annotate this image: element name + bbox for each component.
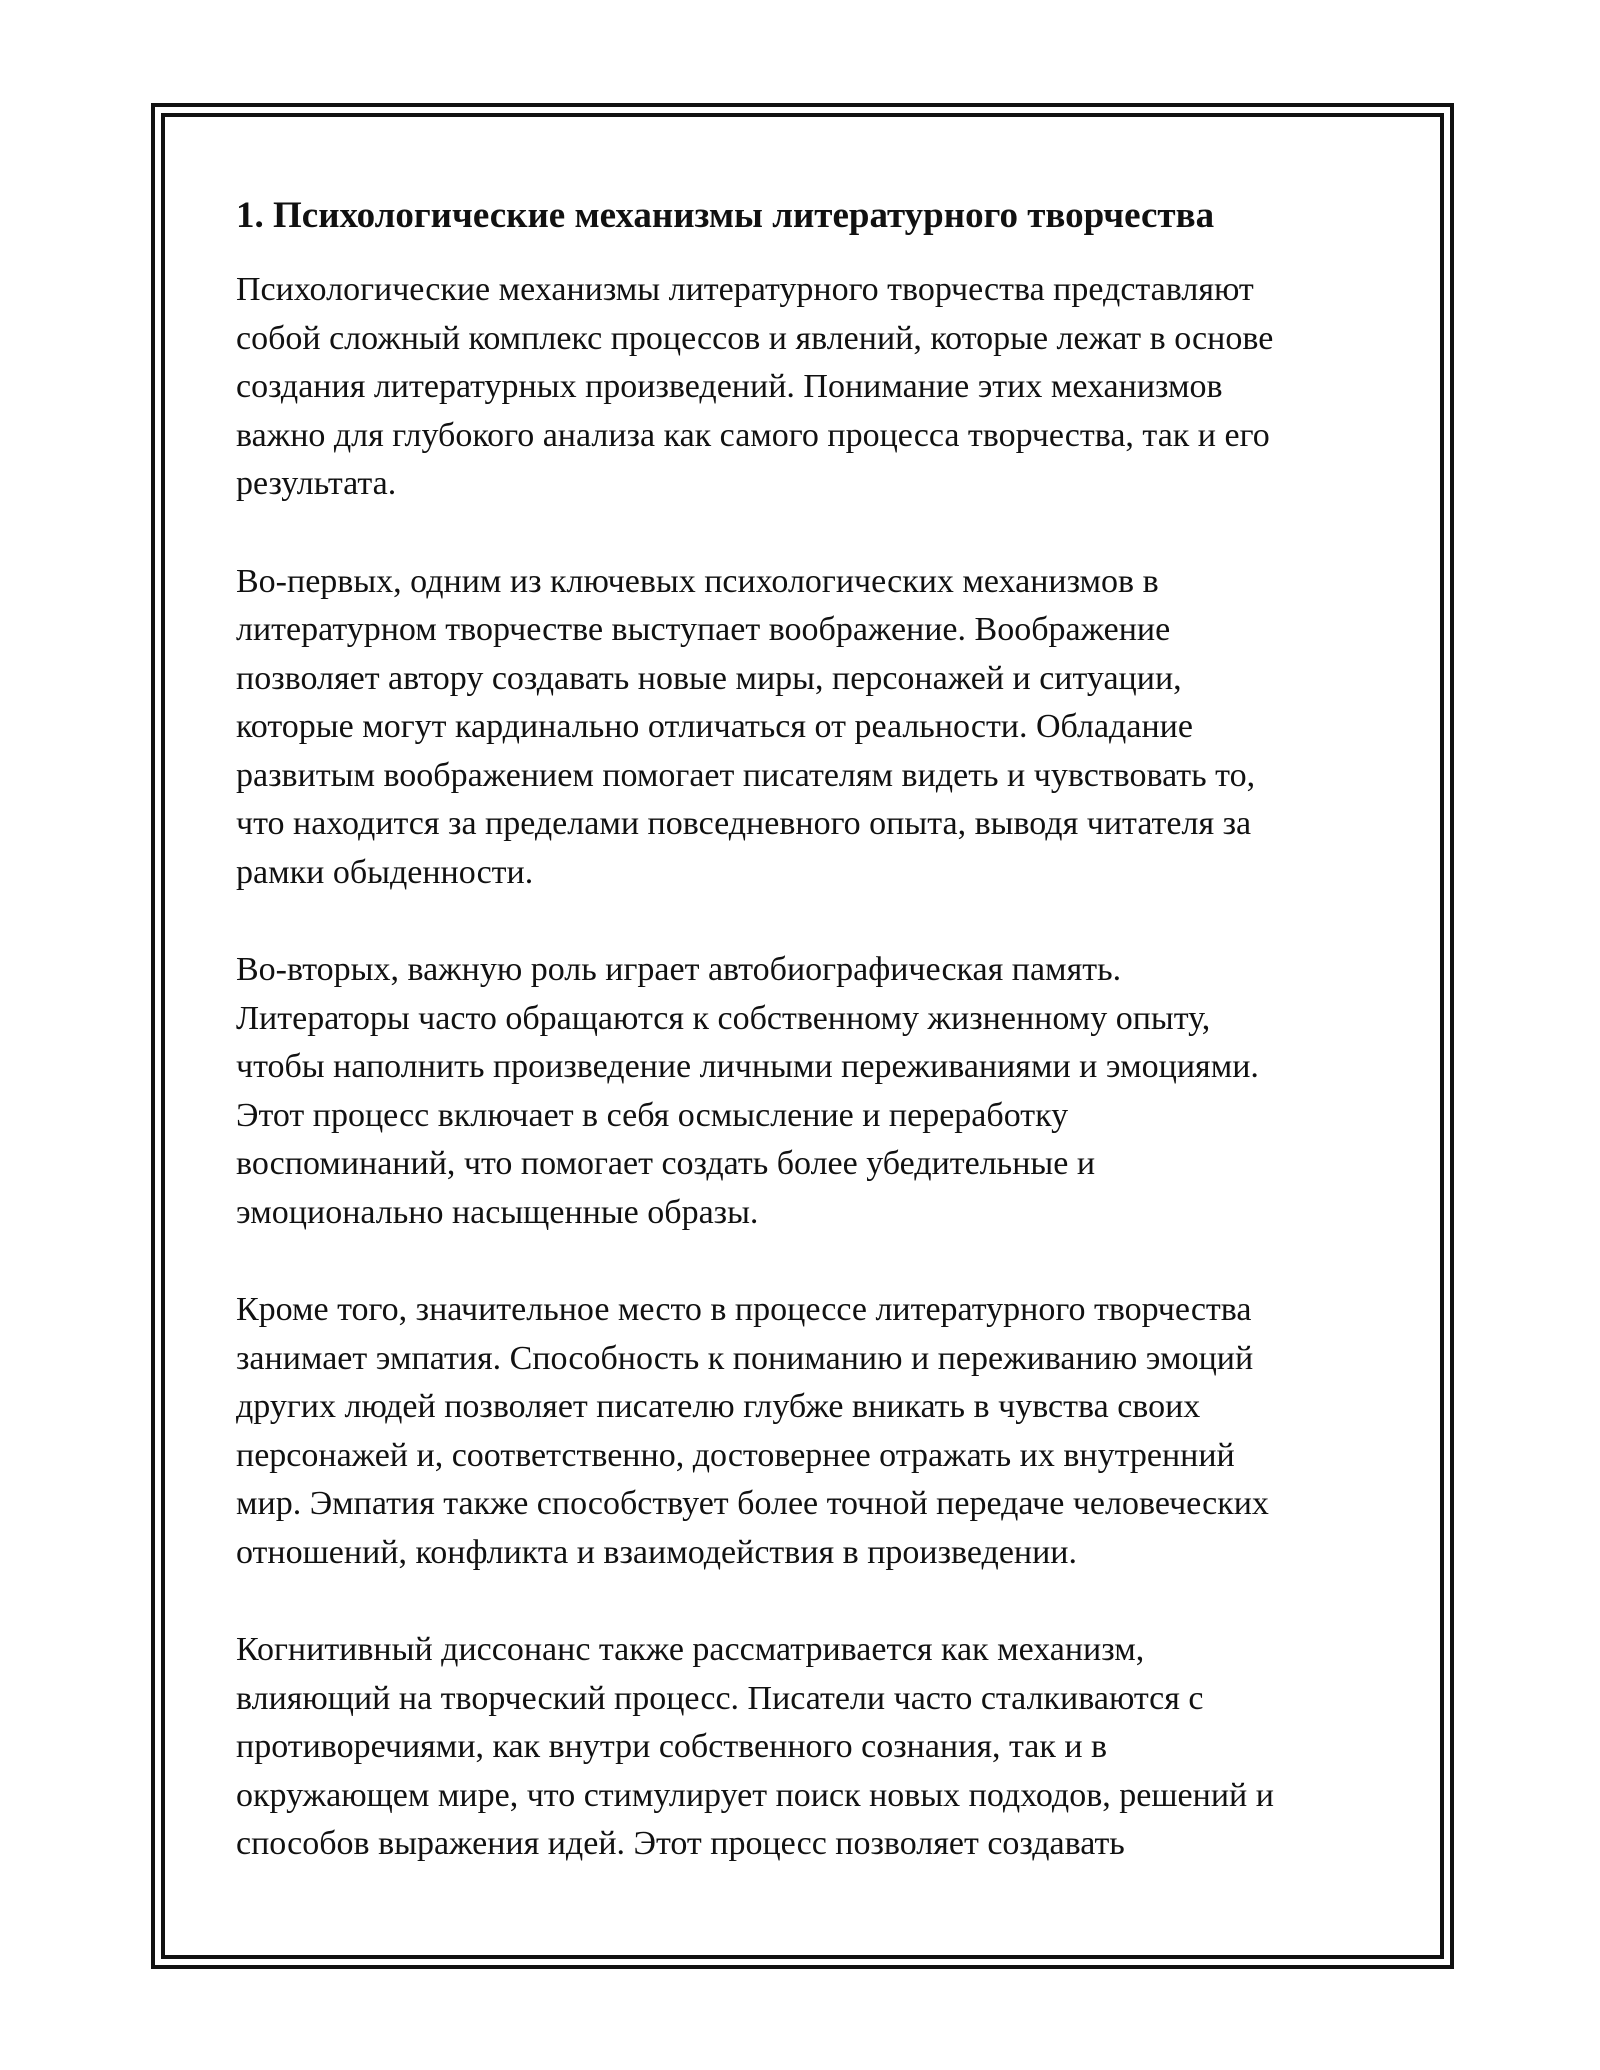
paragraph-line: персонажей и, соответственно, достовернее отражать их внутренний <box>236 1436 1235 1474</box>
paragraph-line: окружающем мире, что стимулирует поиск новых подходов, решений и <box>236 1776 1274 1814</box>
paragraph-line: воспоминаний, что помогает создать более убедительные и <box>236 1145 1096 1182</box>
paragraph-line: Литераторы часто обращаются к собственному жизненному опыту, <box>236 999 1211 1037</box>
paragraph-line: Во-вторых, важную роль играет автобиографическая память. <box>236 951 1122 988</box>
paragraph-line: влияющий на творческий процесс. Писатели часто сталкиваются с <box>236 1679 1204 1717</box>
paragraph-line: развитым воображением помогает писателям видеть и чувствовать то, <box>236 756 1256 794</box>
paragraph-4 <box>236 1286 1376 1577</box>
paragraph-line: создания литературных произведений. Понимание этих механизмов <box>236 368 1223 405</box>
document-body <box>236 188 1376 1918</box>
paragraph-line: способов выражения идей. Этот процесс позволяет создавать <box>236 1825 1125 1862</box>
paragraph-line: других людей позволяет писателю глубже вникать в чувства своих <box>236 1388 1201 1425</box>
paragraph-line: позволяет автору создавать новые миры, персонажей и ситуации, <box>236 659 1182 697</box>
paragraph-3 <box>236 946 1376 1237</box>
paragraph-line: Кроме того, значительное место в процессе литературного творчества <box>236 1291 1252 1328</box>
paragraph-2 <box>236 558 1376 898</box>
paragraph-line: эмоционально насыщенные образы. <box>236 1193 759 1231</box>
paragraph-line: Когнитивный диссонанс также рассматривается как механизм, <box>236 1631 1145 1668</box>
paragraph-line: занимает эмпатия. Способность к пониманию и переживанию эмоций <box>236 1339 1254 1377</box>
paragraph-list <box>236 266 1376 1869</box>
paragraph-line: рамки обыденности. <box>236 853 534 891</box>
paragraph-line: мир. Эмпатия также способствует более точной передаче человеческих <box>236 1485 1269 1522</box>
section-heading: 1. Психологические механизмы литературного творчества <box>236 195 1215 236</box>
paragraph-1 <box>236 266 1376 509</box>
paragraph-line: которые могут кардинально отличаться от реальности. Обладание <box>236 708 1193 745</box>
paragraph-line: литературном творчестве выступает воображение. Воображение <box>236 611 1171 648</box>
paragraph-line: чтобы наполнить произведение личными переживаниями и эмоциями. <box>236 1048 1259 1085</box>
paragraph-line: важно для глубокого анализа как самого процесса творчества, так и его <box>236 416 1270 454</box>
paragraph-line: что находится за пределами повседневного опыта, выводя читателя за <box>236 805 1252 842</box>
paragraph-line: Этот процесс включает в себя осмысление и переработку <box>236 1096 1069 1134</box>
paragraph-5 <box>236 1626 1376 1869</box>
paragraph-line: собой сложный комплекс процессов и явлений, которые лежат в основе <box>236 319 1274 357</box>
paragraph-line: Во-первых, одним из ключевых психологических механизмов в <box>236 562 1159 600</box>
paragraph-line: результата. <box>236 465 397 502</box>
paragraph-line: противоречиями, как внутри собственного сознания, так и в <box>236 1728 1108 1765</box>
paragraph-line: отношений, конфликта и взаимодействия в произведении. <box>236 1533 1078 1571</box>
paragraph-line: Психологические механизмы литературного творчества представляют <box>236 271 1254 308</box>
